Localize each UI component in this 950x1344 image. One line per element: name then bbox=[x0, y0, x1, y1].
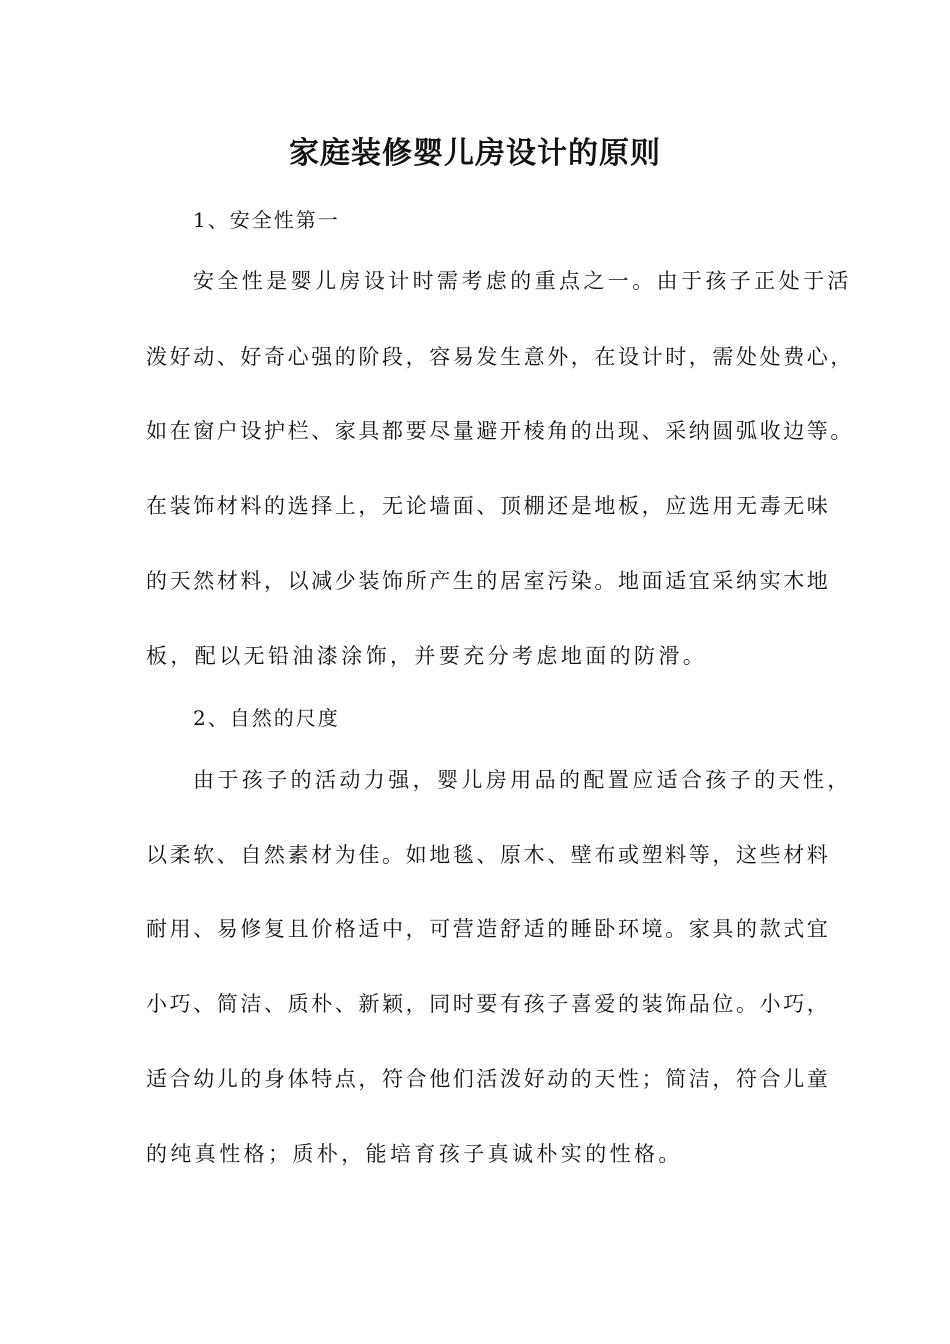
section-heading-natural-scale: 2、自然的尺度 bbox=[193, 706, 340, 730]
section-heading-safety: 1、安全性第一 bbox=[193, 208, 340, 232]
paragraph-line: 的天然材料，以减少装饰所产生的居室污染。地面适宜采纳实木地 bbox=[146, 569, 831, 593]
paragraph-line: 在装饰材料的选择上，无论墙面、顶棚还是地板，应选用无毒无味 bbox=[146, 494, 831, 518]
paragraph-line: 如在窗户设护栏、家具都要尽量避开棱角的出现、采纳圆弧收边等。 bbox=[146, 419, 854, 443]
paragraph-line: 耐用、易修复且价格适中，可营造舒适的睡卧环境。家具的款式宜 bbox=[146, 917, 831, 941]
paragraph-line: 的纯真性格；质朴，能培育孩子真诚朴实的性格。 bbox=[146, 1142, 683, 1166]
paragraph-line: 泼好动、好奇心强的阶段，容易发生意外，在设计时，需处处费心， bbox=[146, 345, 854, 369]
paragraph-line: 适合幼儿的身体特点，符合他们活泼好动的天性；简洁，符合儿童 bbox=[146, 1067, 831, 1091]
paragraph-line: 板，配以无铅油漆涂饰，并要充分考虑地面的防滑。 bbox=[146, 644, 708, 668]
paragraph-line: 以柔软、自然素材为佳。如地毯、原木、壁布或塑料等，这些材料 bbox=[146, 843, 831, 867]
paragraph-line: 小巧、简洁、质朴、新颖，同时要有孩子喜爱的装饰品位。小巧， bbox=[146, 992, 831, 1016]
paragraph-line: 由于孩子的活动力强，婴儿房用品的配置应适合孩子的天性， bbox=[193, 768, 852, 792]
paragraph-line: 安全性是婴儿房设计时需考虑的重点之一。由于孩子正处于活 bbox=[193, 269, 852, 293]
document-title: 家庭装修婴儿房设计的原则 bbox=[289, 136, 661, 171]
